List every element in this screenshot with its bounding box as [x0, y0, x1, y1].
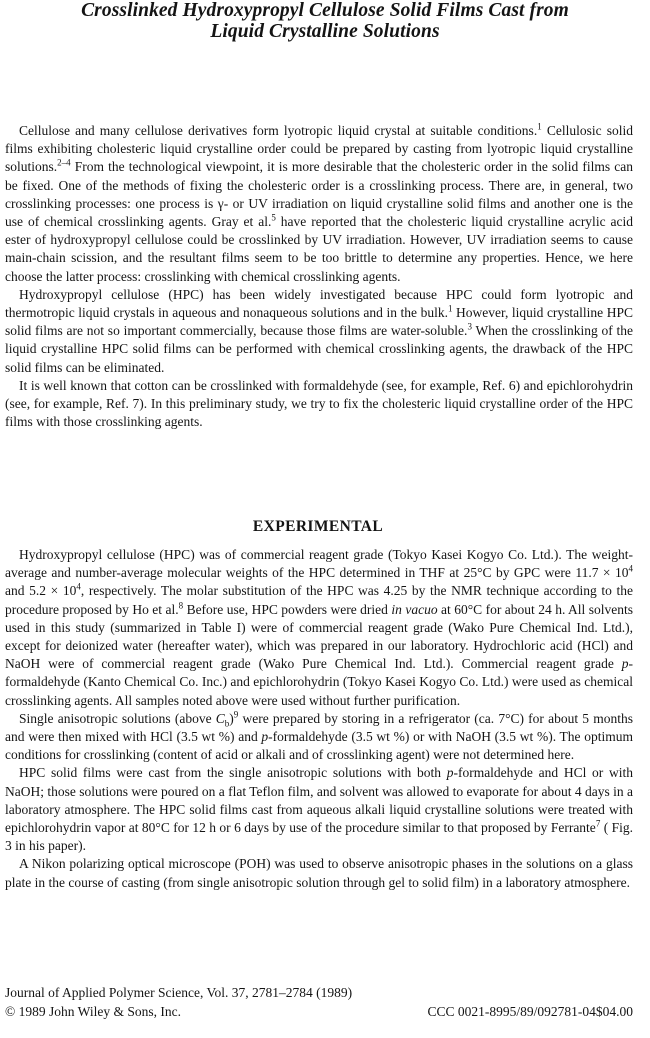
experimental-paragraph-3: HPC solid films were cast from the single anisotropic solutions with both p-formaldehyde and HCl or with NaOH; those solutions were poured on a flat Teflon film, and solvent was allowed to evaporate for about 4 days in a laboratory atmosphere. The HPC solid films cast from aqueous alkali liquid crystalline solutions were treated with epichlorohydrin vapor at 80°C for 12 h or 6 days by use of the procedure similar to that proposed by Ferrante$^7$ ( Fig. 3 in his paper).: [5, 765, 633, 854]
experimental-section: [5, 546, 633, 892]
introduction-section: [5, 122, 633, 431]
section-heading-experimental: EXPERIMENTAL: [252, 518, 384, 535]
journal-citation: Journal of Applied Polymer Science, Vol. 37, 2781–2784 (1989): [5, 985, 353, 1000]
article-title-line-2: Liquid Crystalline Solutions: [210, 21, 440, 42]
ccc-code: CCC 0021-8995/89/092781-04$04.00: [427, 1004, 633, 1019]
experimental-paragraph-2: Single anisotropic solutions (above $C_b)^9$ were prepared by storing in a refrigerator (ca. 7°C) for about 5 months and were then mixed with HCl (3.5 wt %) and p-formaldehyde (3.5 wt %) or with NaOH (3.5 wt %). The optimum conditions for crosslinking (content of acid or alkali and of crosslinking agent) were not determined here.: [5, 709, 634, 763]
intro-paragraph-3: It is well known that cotton can be crosslinked with formaldehyde (see, for example, Ref. 6) and epichlorohydrin (see, for example, Ref. 7). In this preliminary study, we try to fix the cholesteric liquid crystalline order of the HPC films with those crosslinking agents.: [5, 377, 633, 430]
experimental-paragraph-4: A Nikon polarizing optical microscope (POH) was used to observe anisotropic phases in the solutions on a glass plate in the course of casting (from single anisotropic solution through gel to solid film) in a laboratory atmosphere.: [5, 856, 633, 890]
copyright-notice: © 1989 John Wiley & Sons, Inc.: [5, 1004, 181, 1019]
intro-paragraph-2: Hydroxypropyl cellulose (HPC) has been widely investigated because HPC could form lyotropic and thermotropic liquid crystals in aqueous and nonaqueous solutions and in the bulk.$^1$ However, liquid crystalline HPC solid films are not so important commercially, because those films are water-soluble.$^3$ When the crosslinking of the liquid crystalline HPC solid films can be performed with chemical crosslinking agents, the drawback of the HPC solid films can be eliminated.: [5, 286, 633, 375]
intro-paragraph-1: Cellulose and many cellulose derivatives form lyotropic liquid crystal at suitable conditions.$^1$ Cellulosic solid films exhibiting cholesteric liquid crystalline order could be prepared by casting from lyotropic liquid crystalline solutions.$^{2-4}$ From the technological viewpoint, it is more desirable that the cholesteric order in the solid films can be fixed. One of the methods of fixing the cholesteric order is a crosslinking process. There are, in general, two crosslinking processes: one process is γ- or UV irradiation on liquid crystalline solid films and another one is the use of chemical crosslinking agents. Gray et al.$^5$ have reported that the cholesteric liquid crystalline acrylic acid ester of hydroxypropyl cellulose could be crosslinked by UV irradiation. However, UV irradiation seems to cause main-chain scission, and the resultant films seem to be too brittle to determine any properties. Hence, we here choose the latter process: crosslinking with chemical crosslinking agents.: [5, 121, 634, 284]
experimental-paragraph-1: Hydroxypropyl cellulose (HPC) was of commercial reagent grade (Tokyo Kasei Kogyo Co. Ltd.). The weight-average and number-average molecular weights of the HPC determined in THF at 25°C by GPC were $11.7 \times 10^4$ and $5.2 \times 10^4$, respectively. The molar substitution of the HPC was 4.25 by the NMR technique according to the procedure proposed by Ho et al.$^8$ Before use, HPC powders were dried in vacuo at 60°C for about 24 h. All solvents used in this study (summarized in Table I) were of commercial reagent grade (Wako Pure Chemical Ind. Ltd.), except for deionized water (hereafter water), which was prepared in our laboratory. Hydrochloric acid (HCl) and NaOH were of commercial reagent grade (Wako Pure Chemical Ind. Ltd.). Commercial reagent grade p-formaldehyde (Kanto Chemical Co. Inc.) and epichlorohydrin (Tokyo Kasei Kogyo Co. Ltd.) were used as chemical crosslinking agents. All samples noted above were used without further purification.: [5, 547, 634, 708]
article-title-line-1: Crosslinked Hydroxypropyl Cellulose Solid Films Cast from: [81, 0, 569, 21]
